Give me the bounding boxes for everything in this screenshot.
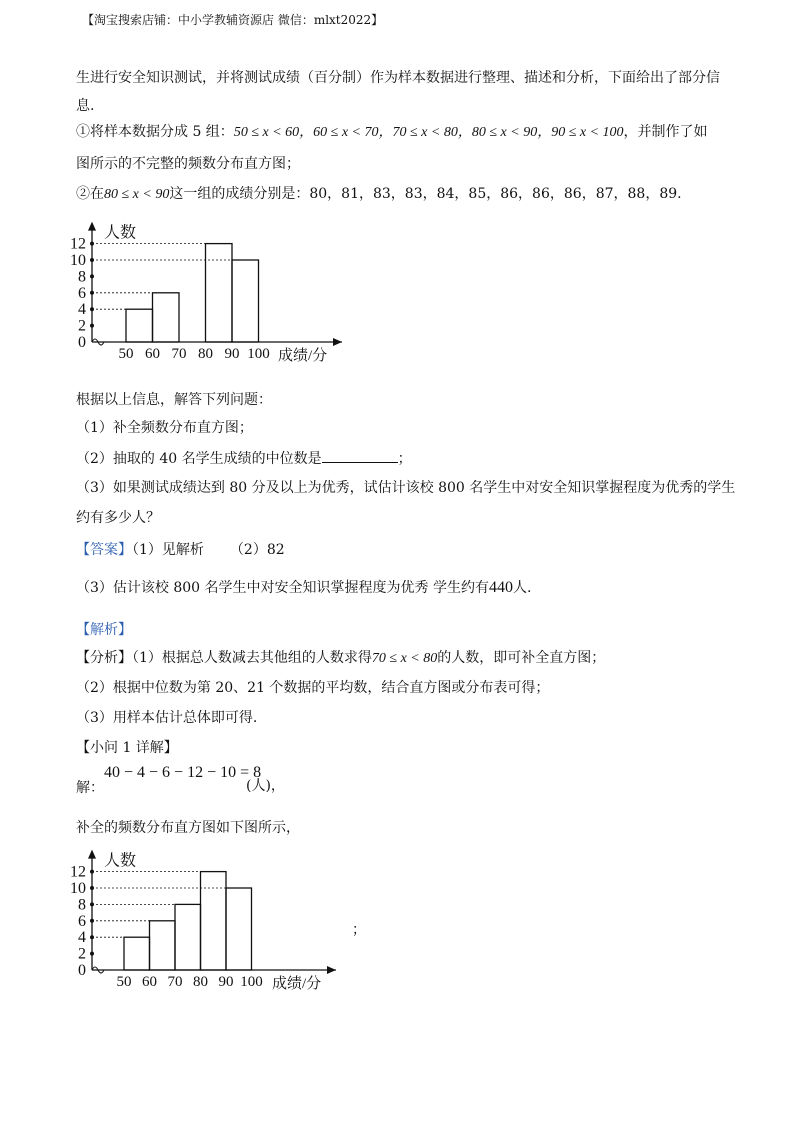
y-tick-label: 12 [70, 235, 86, 253]
answer-line-1 [76, 540, 285, 560]
question-3-line-1: （3）如果测试成绩达到 80 分及以上为优秀，试估计该校 800 名学生中对安全知识掌握程度为优秀的学生 [76, 480, 736, 496]
fenxi-line-1 [76, 648, 605, 669]
fenxi-1-prefix: （1）根据总人数减去其他组的人数求得 [132, 650, 372, 666]
y-tick-label: 4 [78, 301, 86, 319]
histogram-complete [58, 838, 358, 998]
histogram-bar [175, 904, 201, 970]
solve-equation [104, 762, 261, 783]
histogram-bar [126, 309, 153, 342]
y-axis-arrow [88, 222, 96, 231]
fenxi-1-range: 70 ≤ x < 80 [371, 651, 438, 666]
x-tick-label: 80 [198, 346, 213, 362]
x-tick-label: 100 [240, 974, 263, 990]
analysis-tag: 【解析】 [76, 622, 132, 638]
y-axis-label: 人数 [104, 852, 137, 870]
equation: 40 − 4 − 6 − 12 − 10 = 8 [104, 764, 262, 781]
question-1: （1）补全频数分布直方图； [76, 420, 253, 436]
question-2 [76, 448, 412, 469]
fenxi-1-suffix: 的人数，即可补全直方图； [437, 650, 606, 666]
intro-line-1: 生进行安全知识测试，并将测试成绩（百分制）作为样本数据进行整理、描述和分析，下面给出了部分信 [76, 70, 720, 86]
item-2 [76, 184, 682, 205]
y-tick-label: 2 [78, 945, 86, 963]
histogram-bar [150, 921, 176, 970]
x-tick-label: 80 [193, 974, 208, 990]
histogram-bar [226, 888, 252, 970]
answer-line-3 [76, 578, 531, 598]
fenxi-tag: 【分析】 [76, 650, 132, 666]
answer-3-prefix: （3）估计该校 800 名学生中对安全知识掌握程度为优秀 学生约有 [76, 580, 489, 596]
y-tick-label: 0 [78, 334, 86, 351]
x-axis-arrow [327, 966, 336, 974]
histogram-bar [201, 872, 227, 970]
histogram-incomplete [62, 208, 362, 368]
y-tick-label: 12 [70, 863, 86, 881]
question-2-prefix: （2）抽取的 40 名学生成绩的中位数是 [76, 451, 322, 467]
item-1-groups: 50 ≤ x < 60，60 ≤ x < 70，70 ≤ x < 80，80 ≤ x < 90，90 ≤ x < 100 [233, 125, 624, 140]
item-1-suffix: ，并制作了如 [623, 124, 708, 140]
item-2-range: 80 ≤ x < 90 [104, 187, 170, 202]
x-tick-label: 90 [218, 974, 234, 990]
x-axis-arrow [333, 338, 342, 346]
y-tick-label: 10 [70, 252, 86, 269]
item-1-line-2: 图所示的不完整的频数分布直方图； [76, 156, 300, 172]
x-tick-label: 50 [118, 346, 134, 362]
question-3-line-2: 约有多少人？ [76, 510, 160, 526]
item-1 [76, 122, 708, 143]
y-tick-label: 2 [78, 317, 86, 335]
histogram-bar [232, 260, 259, 342]
y-tick-label: 10 [70, 880, 86, 897]
item-2-suffix: 这一组的成绩分别是：80，81，83，83，84，85，86，86，86，87，88，89. [169, 186, 682, 202]
y-tick-label: 8 [78, 268, 86, 286]
x-tick-label: 70 [171, 346, 187, 362]
item-1-prefix: ①将样本数据分成 5 组： [76, 124, 234, 140]
x-tick-label: 70 [167, 974, 183, 990]
x-tick-label: 60 [142, 974, 157, 990]
y-tick-dot [90, 952, 94, 956]
histogram-bar [124, 937, 150, 970]
y-tick-dot [90, 274, 94, 278]
answer-tag: 【答案】 [76, 542, 132, 558]
y-tick-label: 6 [78, 284, 86, 302]
y-tick-label: 4 [78, 929, 86, 947]
equation-unit: (人)， [246, 778, 285, 794]
answer-2: （2）82 [229, 542, 285, 558]
answer-1: （1）见解析 [132, 542, 204, 558]
histogram-bar [153, 293, 180, 342]
intro-line-2: 息. [76, 98, 95, 114]
detail-tag: 【小问 1 详解】 [76, 740, 178, 756]
x-axis-label: 成绩/分 [278, 348, 328, 364]
x-tick-label: 60 [145, 346, 160, 362]
answer-blank [322, 448, 398, 463]
fenxi-line-2: （2）根据中位数为第 20、21 个数据的平均数，结合直方图或分布表可得； [76, 680, 550, 696]
y-tick-label: 8 [78, 896, 86, 914]
y-tick-label: 6 [78, 912, 86, 930]
y-axis-arrow [88, 850, 96, 859]
histogram-bar [206, 244, 233, 342]
y-tick-label: 0 [78, 962, 86, 979]
trailing-mark: ； [352, 922, 366, 938]
x-tick-label: 50 [116, 974, 132, 990]
y-tick-dot [90, 324, 94, 328]
x-tick-label: 100 [247, 346, 270, 362]
fenxi-line-3: （3）用样本估计总体即可得. [76, 710, 258, 726]
y-axis-label: 人数 [104, 224, 137, 242]
header-watermark: 【淘宝搜索店铺：中小学教辅资源店 微信：mlxt2022】 [82, 13, 384, 27]
complete-text: 补全的频数分布直方图如下图所示， [76, 820, 300, 836]
x-axis-label: 成绩/分 [272, 976, 322, 992]
questions-lead: 根据以上信息，解答下列问题： [76, 392, 272, 408]
question-2-suffix: ； [397, 451, 412, 467]
answer-3-suffix: 人. [512, 580, 532, 596]
solve-label: 解： [76, 780, 104, 796]
x-tick-label: 90 [224, 346, 240, 362]
item-2-prefix: ②在 [76, 186, 104, 202]
answer-3-value: 440 [488, 579, 513, 596]
